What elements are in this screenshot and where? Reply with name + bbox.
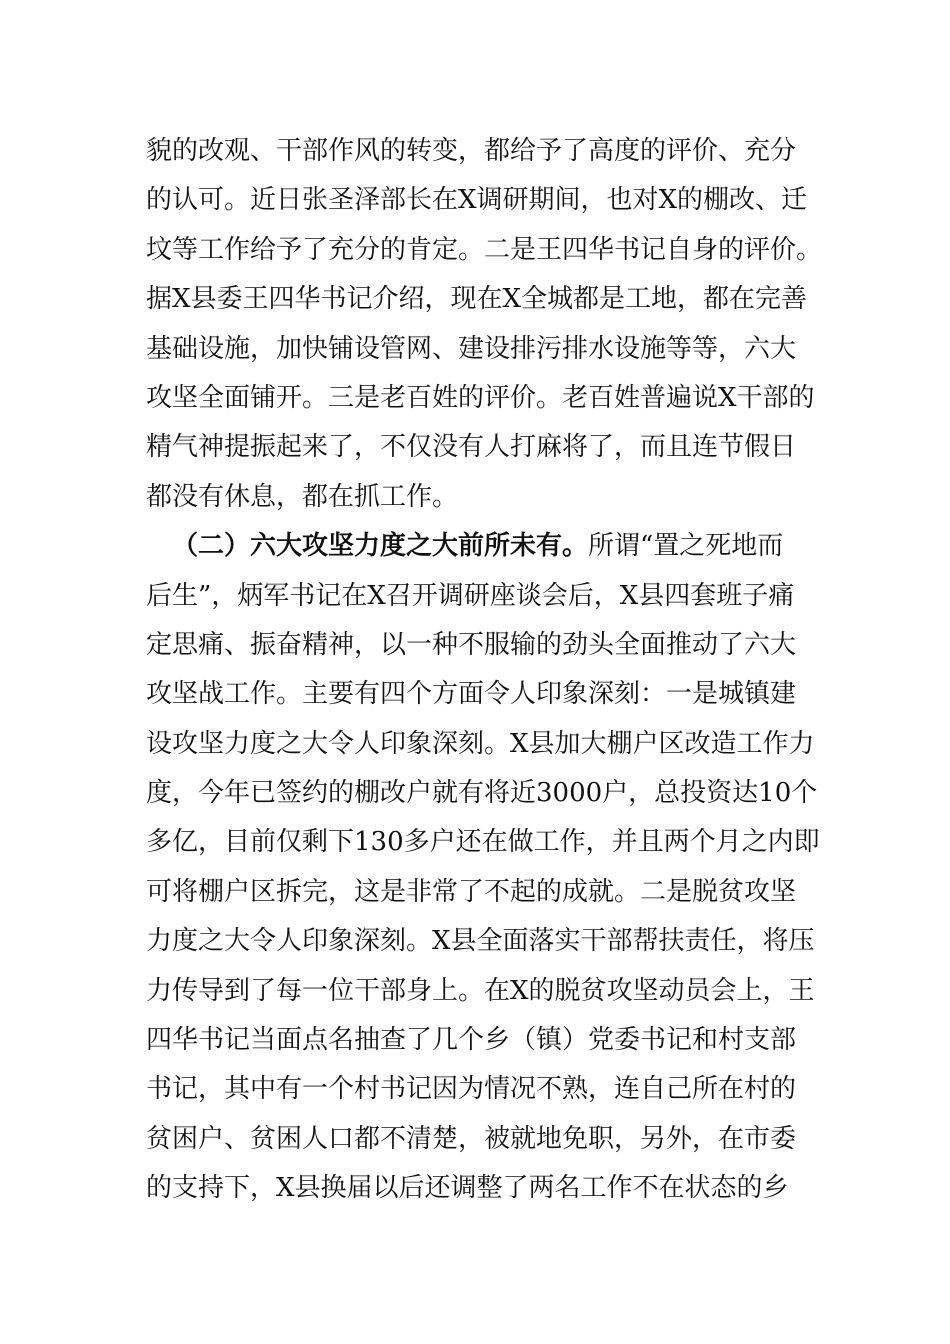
paragraph-line: 度，今年已签约的棚改户就有将近3000户，总投资达10个 [146, 778, 818, 809]
paragraph-line: 力度之大令人印象深刻。X县全面落实干部帮扶责任，将压 [146, 926, 815, 957]
paragraph-line: 的支持下，X县换届以后还调整了两名工作不在状态的乡 [146, 1173, 789, 1204]
paragraph-line: 定思痛、振奋精神，以一种不服输的劲头全面推动了六大 [146, 629, 797, 660]
paragraph-line: 后生”，炳军书记在X召开调研座谈会后，X县四套班子痛 [146, 580, 795, 611]
paragraph-line: 设攻坚力度之大令人印象深刻。X县加大棚户区改造工作力 [146, 728, 815, 759]
paragraph-line: 书记，其中有一个村书记因为情况不熟，连自己所在村的 [146, 1074, 797, 1105]
paragraph-line: 攻坚战工作。主要有四个方面令人印象深刻：一是城镇建 [146, 679, 797, 710]
paragraph-line: 都没有休息，都在抓工作。 [146, 481, 459, 512]
paragraph-line: 多亿，目前仅剩下130多户还在做工作，并且两个月之内即 [146, 827, 820, 858]
paragraph-line: 貌的改观、干部作风的转变，都给予了高度的评价、充分 [146, 136, 797, 166]
paragraph-line: 据X县委王四华书记介绍，现在X全城都是工地，都在完善 [146, 284, 808, 315]
paragraph-line: 坟等工作给予了充分的肯定。二是王四华书记自身的评价。 [146, 234, 823, 265]
paragraph-line: 力传导到了每一位干部身上。在X的脱贫攻坚动员会上，王 [146, 975, 815, 1006]
section-heading: （二）六大攻坚力度之大前所未有。 [172, 531, 589, 562]
paragraph-line: 攻坚全面铺开。三是老百姓的评价。老百姓普遍说X干部的 [146, 382, 815, 413]
paragraph-line: 精气神提振起来了，不仅没有人打麻将了，而且连节假日 [146, 432, 797, 463]
paragraph-line: 四华书记当面点名抽查了几个乡（镇）党委书记和村支部 [146, 1025, 797, 1056]
body-text [146, 127, 823, 1214]
paragraph-line: 的认可。近日张圣泽部长在X调研期间，也对X的棚改、迁 [146, 185, 808, 216]
paragraph-line: 贫困户、贫困人口都不清楚，被就地免职，另外，在市委 [146, 1123, 797, 1154]
section-heading-continuation: 所谓“置之死地而 [588, 531, 784, 562]
paragraph-line: 基础设施，加快铺设管网、建设排污排水设施等等，六大 [146, 333, 797, 364]
section-heading-line [146, 522, 806, 571]
paragraph-line: 可将棚户区拆完，这是非常了不起的成就。二是脱贫攻坚 [146, 876, 797, 907]
